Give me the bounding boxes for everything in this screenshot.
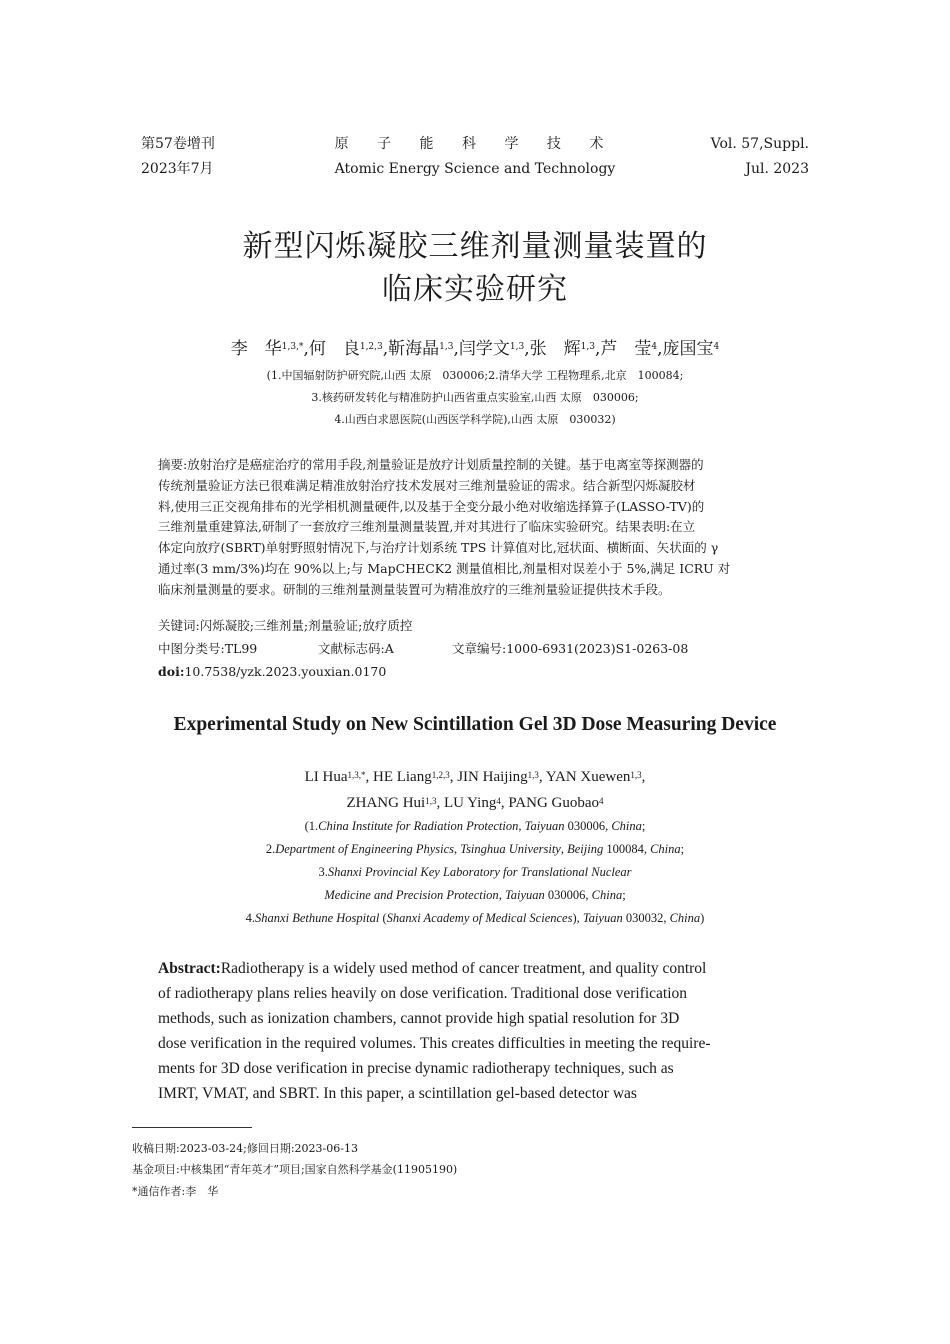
clc-number: 中图分类号:TL99: [158, 641, 258, 656]
title-en: Experimental Study on New Scintillation Gel 3D Dose Measuring Device: [173, 714, 777, 735]
author-sup: 1,3: [425, 796, 437, 806]
author-name-en: JIN Haijing: [457, 769, 528, 785]
abstract-cn-line: 临床剂量测量的要求。研制的三维剂量测量装置可为精准放疗的三维剂量验证提供技术手段。: [158, 581, 671, 597]
abstract-en: [158, 956, 794, 1106]
aff-postcode: 030032: [625, 911, 664, 925]
author-name: 芦 莹: [600, 339, 652, 359]
aff-institution: Shanxi Provincial Key Laboratory for Translational Nuclear: [327, 865, 632, 879]
aff-institution-alt: Shanxi Academy of Medical Sciences: [386, 911, 573, 925]
author-name: 张 辉: [529, 339, 581, 359]
doi: [158, 662, 386, 683]
author-sup: 1,3,*: [347, 770, 366, 780]
aff-number: 2.: [265, 842, 276, 856]
abstract-cn-line: 摘要:放射治疗是癌症治疗的常用手段,剂量验证是放疗计划质量控制的关键。基于电离室等探测器的: [158, 457, 704, 472]
abstract-cn: [158, 455, 794, 601]
aff-country: China: [591, 888, 623, 902]
affiliation-cn-line3: 4.山西白求恩医院(山西医学科学院),山西 太原 030032): [334, 413, 616, 426]
aff-number: 4.: [245, 911, 256, 925]
author-sup: 1,2,3: [359, 342, 383, 352]
author-name-en: ZHANG Hui: [346, 795, 426, 811]
abstract-cn-line: 料,使用三正交视角排布的光学相机测量硬件,以及基于全变分最小绝对收缩选择算子(LASSO-TV)的: [158, 498, 705, 514]
author-sup: 1,3: [630, 770, 642, 780]
article-number: 文章编号:1000-6931(2023)S1-0263-08: [452, 641, 689, 656]
aff-city: Beijing: [567, 842, 604, 856]
author-name-en: YAN Xuewen: [545, 769, 631, 785]
author-sup: 1,3,*: [281, 342, 304, 352]
aff-university: Tsinghua University: [460, 842, 561, 856]
abstract-cn-line: 传统剂量验证方法已很难满足精准放射治疗技术发展对三维剂量验证的需求。结合新型闪烁凝胶材: [158, 477, 696, 493]
author-name-en: PANG Guobao: [508, 795, 600, 811]
aff-number: 3.: [318, 865, 328, 879]
aff-country: China: [650, 842, 681, 856]
doi-value: 10.7538/yzk.2023.youxian.0170: [184, 664, 387, 679]
aff-postcode: 100084: [606, 842, 644, 856]
affiliation-cn-line2: 3.核药研发转化与精准防护山西省重点实验室,山西 太原 030006;: [311, 391, 639, 404]
abstract-en-line: dose verification in the required volumes. This creates difficulties in meeting the require-: [158, 1035, 711, 1052]
author-name: 庞国宝: [662, 339, 714, 359]
authors-en-line1: LI Hua$^{1,3,*}$, HE Liang$^{1,2,3}$, JIN Haijing$^{1,3}$, YAN Xuewen$^{1,3}$,: [304, 769, 646, 785]
aff-city: Taiyuan: [504, 888, 545, 902]
abstract-en-text: Radiotherapy is a widely used method of cancer treatment, and quality control: [220, 960, 707, 977]
aff-institution: Department of Engineering Physics: [275, 842, 455, 856]
aff-institution: Shanxi Bethune Hospital: [255, 911, 380, 925]
date-label-en: Jul. 2023: [745, 161, 809, 177]
aff-postcode: 030006: [567, 819, 606, 833]
footnote-corresponding: *通信作者:李 华: [132, 1185, 219, 1198]
author-sup: 4: [713, 342, 720, 352]
author-name-en: LU Ying: [443, 795, 497, 811]
abstract-en-line: IMRT, VMAT, and SBRT. In this paper, a scintillation gel-based detector was: [158, 1085, 637, 1102]
keywords-cn: 关键词:闪烁凝胶;三维剂量;剂量验证;放疗质控: [158, 618, 413, 633]
abstract-cn-line: 体定向放疗(SBRT)单射野照射情况下,与治疗计划系统 TPS 计算值对比,冠状面、横断面、矢状面的 γ: [158, 540, 719, 556]
abstract-cn-line: 通过率(3 mm/3%)均在 90%以上;与 MapCHECK2 测量值相比,剂量相对误差小于 5%,满足 ICRU 对: [158, 560, 731, 576]
aff-institution: Medicine and Precision Protection: [324, 888, 499, 902]
affiliation-en-3b: Medicine and Precision Protection, Taiyuan 030006, China;: [324, 888, 626, 902]
abstract-cn-line: 三维剂量重建算法,研制了一套放疗三维剂量测量装置,并对其进行了临床实验研究。结果表明:在立: [158, 519, 696, 535]
title-cn-line2: 临床实验研究: [382, 272, 568, 307]
abstract-en-label: Abstract:: [158, 960, 221, 977]
affiliation-en-1: (1.China Institute for Radiation Protection, Taiyuan 030006, China;: [304, 819, 646, 833]
date-label-cn: 2023年7月: [141, 161, 214, 177]
author-sup: 1,3: [439, 342, 454, 352]
author-sup: 1,3: [580, 342, 595, 352]
author-name: 何 良: [308, 339, 360, 359]
abstract-en-line: of radiotherapy plans relies heavily on dose verification. Traditional dose verification: [158, 985, 688, 1002]
abstract-en-line: [158, 956, 794, 981]
abstract-en-line: methods, such as ionization chambers, cannot provide high spatial resolution for 3D: [158, 1010, 680, 1027]
journal-name-cn: 原 子 能 科 学 技 术: [334, 136, 616, 152]
author-sup: 4: [496, 796, 501, 806]
authors-en-line2: ZHANG Hui$^{1,3}$, LU Ying$^4$, PANG Guobao$^4$: [346, 795, 604, 811]
title-cn-line1: 新型闪烁凝胶三维剂量测量装置的: [242, 229, 708, 264]
affiliation-cn-line1: (1.中国辐射防护研究院,山西 太原 030006;2.清华大学 工程物理系,北京 100084;: [266, 369, 684, 382]
authors-cn: 李 华$^{1,3,*}$,何 良$^{1,2,3}$,靳海晶$^{1,3}$,闫学文$^{1,3}$,张 辉$^{1,3}$,芦 莹$^4$,庞国宝$^4$: [230, 339, 720, 359]
volume-label-en: Vol. 57,Suppl.: [710, 136, 809, 152]
footnote-received: 收稿日期:2023-03-24;修回日期:2023-06-13: [132, 1142, 358, 1155]
author-name: 李 华: [230, 339, 282, 359]
author-sup: 1,2,3: [431, 770, 450, 780]
document-code: 文献标志码:A: [318, 641, 394, 656]
author-sup: 1,3: [527, 770, 539, 780]
volume-label-cn: 第57卷增刊: [141, 136, 215, 152]
affiliation-en-4: 4.Shanxi Bethune Hospital (Shanxi Academy of Medical Sciences), Taiyuan 030032, China): [245, 911, 705, 925]
affiliation-en-3a: [0, 861, 950, 884]
aff-number: (1.: [304, 819, 319, 833]
footnote-divider: [132, 1127, 252, 1128]
aff-postcode: 030006: [547, 888, 586, 902]
author-name: 靳海晶: [388, 339, 440, 359]
aff-country: China: [669, 911, 701, 925]
abstract-en-line: ments for 3D dose verification in precise dynamic radiotherapy techniques, such as: [158, 1060, 674, 1077]
author-sup: 4: [599, 796, 604, 806]
author-name: 闫学文: [458, 339, 510, 359]
aff-city: Taiyuan: [582, 911, 623, 925]
author-sup: 4: [651, 342, 658, 352]
footnote-fund: 基金项目:中核集团“青年英才”项目;国家自然科学基金(11905190): [132, 1163, 458, 1176]
affiliation-en-2: 2.Department of Engineering Physics, Tsinghua University, Beijing 100084, China;: [265, 842, 685, 856]
aff-institution: China Institute for Radiation Protection: [318, 819, 519, 833]
doi-label: doi:: [158, 664, 185, 679]
journal-name-en: Atomic Energy Science and Technology: [334, 161, 616, 177]
author-sup: 1,3: [509, 342, 525, 352]
author-name-en: HE Liang: [372, 769, 432, 785]
aff-country: China: [611, 819, 642, 833]
aff-city: Taiyuan: [524, 819, 565, 833]
author-name-en: LI Hua: [304, 769, 348, 785]
